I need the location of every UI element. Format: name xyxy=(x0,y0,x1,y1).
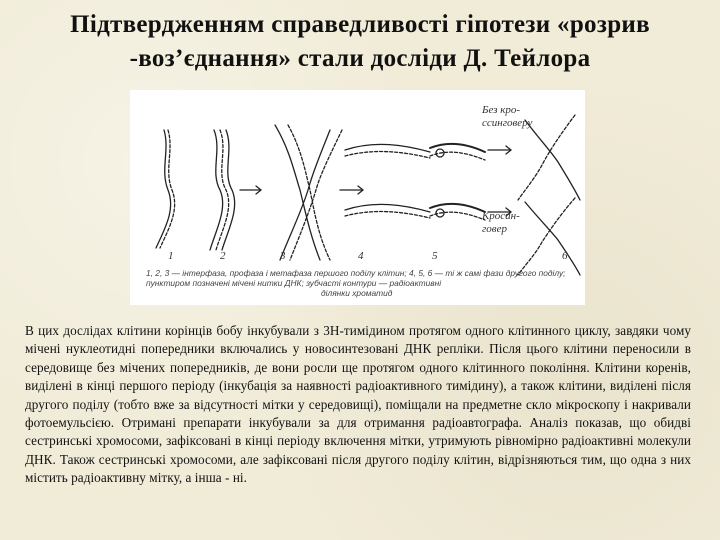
label-no-crossover: Без кро- ссинговеру xyxy=(482,104,533,129)
stage-label-4: 4 xyxy=(358,250,364,262)
slide-title-line-2: -воз’єднання» стали досліди Д. Тейлора xyxy=(129,45,591,72)
figure-caption-line-2: другого поділу; пунктиром позначені мічені нитки ДНК; зубчасті контури — радіоактивні xyxy=(146,268,566,288)
figure-caption xyxy=(146,268,576,298)
stage-label-5: 5 xyxy=(432,250,438,262)
slide-title-line-1: Підтвердженням справедливості гіпотези «розрив xyxy=(70,11,650,38)
stage-label-6: 6 xyxy=(562,250,568,262)
taylor-experiment-figure xyxy=(130,90,585,305)
stage-label-3: 3 xyxy=(280,250,286,262)
body-paragraph: В цих дослідах клітини корінців бобу інкубували з 3Н-тимідином протягом одного клітинного циклу, завдяки чому мічені нуклеотидні попередники включались у новосинтезовані ДНК репліки. Після цього клітини переносили в середовище без мічених попередників, де вони росли ще протягом одного клітинного покоління. Клітини коренів, виділені в кінці першого періоду (інкубація за наявності радіоактивного тимідину), а також клітини, виділені після другого поділу (тобто вже за відсутності мітки у середовищі), поміщали на предметне скло мікроскопу і накривали фотоемульсією. Отримані препарати інкубували за для отримання радіоавтографа. Аналіз показав, що обидві сестринські хромосоми, зафіксовані в кінці періоду включення мітки, утримують рівномірно радіоактивні молекули ДНК. Також сестринські хромосоми, але зафіксовані після другого поділу клітин, відрізняються тим, що одна з них містить радіоактивну мітку, а інша - ні. xyxy=(25,323,691,486)
stage-label-2: 2 xyxy=(220,250,226,262)
slide-title xyxy=(0,8,720,76)
stage-label-1: 1 xyxy=(168,250,174,262)
label-crossover: Кросин- говер xyxy=(482,210,520,235)
figure-caption-line-3: ділянки хроматид xyxy=(321,288,393,298)
figure-caption-line-1: 1, 2, 3 — інтерфаза, профаза і метафаза першого поділу клітин; 4, 5, 6 — ті ж самі фази xyxy=(146,268,504,278)
